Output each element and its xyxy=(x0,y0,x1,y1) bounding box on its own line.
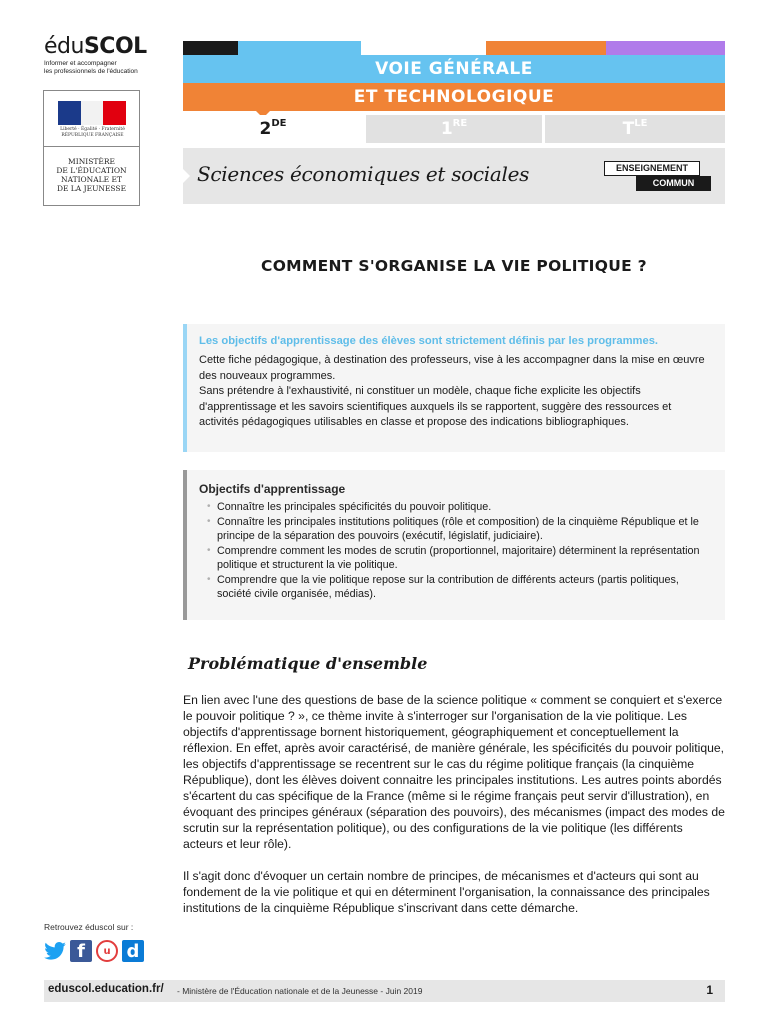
logo-wordmark: éduSCOL xyxy=(44,34,147,59)
level-terminale: $T^{LE}$ xyxy=(545,115,725,143)
subject-title: Sciences économiques et sociales xyxy=(197,162,530,186)
objectifs-box xyxy=(183,470,725,620)
commun-badge: COMMUN xyxy=(636,176,711,191)
intro-lead: Les objectifs d'apprentissage des élèves sont strictement définis par les programmes. xyxy=(199,335,659,347)
objectifs-title: Objectifs d'apprentissage xyxy=(199,482,346,496)
color-strip-orange xyxy=(486,41,606,55)
level-seconde: 2DE xyxy=(183,115,363,143)
republic-motto: Liberté · Égalité · Fraternité RÉPUBLIQUE FRANÇAISE xyxy=(60,127,125,138)
problematique-paragraph-2: Il s'agit donc d'évoquer un certain nombre de principes, de mécanismes et d'acteurs qui sont au fondement de la vie politique et qui en déterminent l'organisation, la connaissance des principales institutions de la cinquième République s'inscrivant dans cette démarche. xyxy=(183,869,710,915)
intro-box xyxy=(183,324,725,452)
list-item: • Comprendre que la vie politique repose sur la contribution de différents acteurs (partis politiques, société civile organisée, médias). xyxy=(217,573,711,602)
problematique-title: Problématique d'ensemble xyxy=(188,654,428,673)
list-item: • Connaître les principales institutions politiques (rôle et composition) de la cinquième République et le principe de la séparation des pouvoirs (exécutif, législatif, judiciaire). xyxy=(217,515,711,544)
list-item: • Comprendre comment les modes de scrutin (proportionnel, majoritaire) déterminent la représentation politique et structurent la vie politique. xyxy=(217,544,711,573)
voie-generale-band: VOIE GÉNÉRALE xyxy=(183,55,725,83)
color-strip-blue xyxy=(238,41,361,55)
marianne-flag-icon xyxy=(58,101,126,125)
page-number: 1 xyxy=(706,983,713,997)
enseignement-badge: ENSEIGNEMENT xyxy=(604,161,700,176)
social-label: Retrouvez éduscol sur : xyxy=(44,922,134,932)
twitter-icon[interactable] xyxy=(44,940,66,962)
ministry-divider xyxy=(44,146,139,147)
footer-info: - Ministère de l'Éducation nationale et de la Jeunesse - Juin 2019 xyxy=(177,986,423,996)
subject-arrow-icon xyxy=(183,169,190,183)
list-item: • Connaître les principales spécificités du pouvoir politique. xyxy=(217,500,711,515)
subject-band xyxy=(183,148,725,204)
intro-paragraph-2: Sans prétendre à l'exhaustivité, ni constituer un modèle, chaque fiche explicite les objectifs d'apprentissage et les savoirs scientifiques auxquels ils se rapportent, suggère des ressources et activités pédagogiques utilisables en classe et propose des indications bibliographiques. xyxy=(199,385,672,428)
page-title: COMMENT S'ORGANISE LA VIE POLITIQUE ? xyxy=(261,257,647,275)
color-strip-purple xyxy=(606,41,725,55)
facebook-icon[interactable]: f xyxy=(70,940,92,962)
intro-paragraph-1: Cette fiche pédagogique, à destination des professeurs, vise à les accompagner dans la mise en œuvre des nouveaux programmes. xyxy=(199,354,705,382)
social-links xyxy=(44,940,144,962)
problematique-text xyxy=(183,692,725,932)
footer-url-link[interactable]: eduscol.education.fr/ xyxy=(48,983,164,995)
ministry-logo xyxy=(43,90,140,206)
eduscol-logo[interactable] xyxy=(44,36,164,75)
footer xyxy=(44,980,725,1002)
technologique-band: ET TECHNOLOGIQUE xyxy=(183,83,725,111)
logo-tagline: Informer et accompagner les professionnels de l'éducation xyxy=(44,60,138,75)
pearltrees-icon[interactable]: u xyxy=(96,940,118,962)
problematique-paragraph-1: En lien avec l'une des questions de base de la science politique « comment se conquiert et s'exerce le pouvoir politique ? », ce thème invite à s'interroger sur l'organisation de la vie politique. Les objectifs d'apprentissage bornent historiquement, géographiquement et conceptuellement la réflexion. En effet, après avoir caractérisé, de manière générale, les spécificités du pouvoir politique, les objectifs d'apprentissage se recentrent sur le cas du régime politique français (la cinquième République), dont les élèves doivent connaitre les principales institutions. Les autres points abordés s'écartent du cas spécifique de la France (même si le régime français peut servir d'illustration), en évoquant des principes généraux (séparation des pouvoirs), des mécanismes (impact des modes de scrutin sur la représentation politique), ou des configurations de la vie politique (les différents acteurs et leur rôle). xyxy=(183,693,725,851)
color-strip-black xyxy=(183,41,238,55)
dailymotion-icon[interactable]: d xyxy=(122,940,144,962)
ministry-name: MINISTÈRE DE L'ÉDUCATION NATIONALE ET DE LA JEUNESSE xyxy=(56,157,127,193)
level-premiere: 1RE xyxy=(366,115,542,143)
objectifs-list xyxy=(199,500,711,602)
